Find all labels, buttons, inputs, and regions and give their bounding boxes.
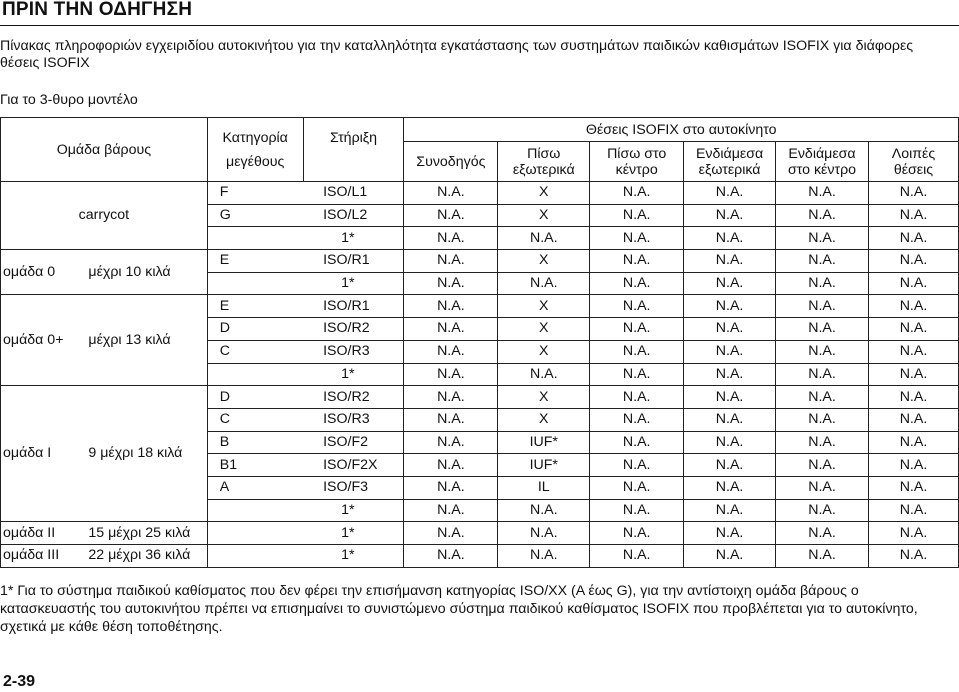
header-mid-center: Ενδιάμεσα στο κέντρο [776, 142, 869, 182]
position-value-cell: N.A. [776, 250, 869, 273]
fixture-cell: 1* [303, 522, 404, 545]
fixture-cell: ISO/R2 [303, 318, 404, 341]
position-value-cell: N.A. [404, 454, 498, 477]
size-category-cell: E [207, 295, 303, 318]
position-value-cell: N.A. [590, 227, 684, 250]
weight-range-cell: μέχρι 10 κιλά [80, 250, 207, 295]
title-divider [0, 25, 959, 26]
position-value-cell: N.A. [590, 476, 684, 499]
weight-range-cell: 15 μέχρι 25 κιλά [80, 522, 207, 545]
fixture-cell: 1* [303, 272, 404, 295]
position-value-cell: N.A. [404, 386, 498, 409]
size-category-cell: D [207, 386, 303, 409]
position-value-cell: N.A. [776, 340, 869, 363]
size-category-cell [207, 272, 303, 295]
position-value-cell: N.A. [684, 545, 776, 568]
position-value-cell: N.A. [684, 499, 776, 522]
position-value-cell: N.A. [776, 454, 869, 477]
fixture-cell: ISO/R1 [303, 250, 404, 273]
position-value-cell: N.A. [868, 204, 958, 227]
position-value-cell: IUF* [498, 454, 590, 477]
weight-range-cell: 9 μέχρι 18 κιλά [80, 386, 207, 522]
page-number: 2-39 [3, 673, 36, 690]
position-value-cell: N.A. [684, 318, 776, 341]
position-value-cell: N.A. [684, 408, 776, 431]
size-category-cell [207, 522, 303, 545]
position-value-cell: N.A. [404, 250, 498, 273]
position-value-cell: N.A. [404, 227, 498, 250]
fixture-cell: ISO/F2X [303, 454, 404, 477]
position-value-cell: N.A. [404, 204, 498, 227]
position-value-cell: X [498, 340, 590, 363]
position-value-cell: N.A. [590, 363, 684, 386]
size-category-cell: D [207, 318, 303, 341]
position-value-cell: N.A. [404, 318, 498, 341]
position-value-cell: N.A. [404, 476, 498, 499]
table-row [1, 522, 959, 545]
fixture-cell: ISO/R2 [303, 386, 404, 409]
fixture-cell: ISO/R3 [303, 408, 404, 431]
position-value-cell: N.A. [776, 227, 869, 250]
position-value-cell: N.A. [404, 522, 498, 545]
position-value-cell: N.A. [590, 454, 684, 477]
model-subheading: Για το 3-θυρο μοντέλο [0, 92, 138, 108]
position-value-cell: N.A. [776, 476, 869, 499]
position-value-cell: N.A. [404, 340, 498, 363]
weight-group-cell: ομάδα I [1, 386, 81, 522]
position-value-cell: N.A. [498, 227, 590, 250]
position-value-cell: N.A. [684, 182, 776, 205]
position-value-cell: N.A. [776, 386, 869, 409]
fixture-cell: 1* [303, 499, 404, 522]
size-category-cell: A [207, 476, 303, 499]
table-row [1, 250, 959, 273]
position-value-cell: N.A. [868, 454, 958, 477]
position-value-cell: N.A. [590, 250, 684, 273]
position-value-cell: N.A. [498, 499, 590, 522]
size-category-cell: C [207, 408, 303, 431]
position-value-cell: N.A. [498, 545, 590, 568]
fixture-cell: ISO/L2 [303, 204, 404, 227]
weight-group-cell: ομάδα 0+ [1, 295, 81, 386]
position-value-cell: N.A. [868, 340, 958, 363]
fixture-cell: ISO/L1 [303, 182, 404, 205]
position-value-cell: N.A. [684, 272, 776, 295]
position-value-cell: N.A. [868, 545, 958, 568]
position-value-cell: N.A. [868, 476, 958, 499]
position-value-cell: N.A. [868, 408, 958, 431]
page-title: ΠΡΙΝ ΤΗΝ ΟΔΗΓΗΣΗ [2, 0, 193, 20]
fixture-cell: 1* [303, 545, 404, 568]
position-value-cell: N.A. [590, 499, 684, 522]
position-value-cell: N.A. [684, 340, 776, 363]
position-value-cell: N.A. [684, 476, 776, 499]
position-value-cell: N.A. [868, 295, 958, 318]
weight-range-cell: 22 μέχρι 36 κιλά [80, 545, 207, 568]
position-value-cell: N.A. [590, 431, 684, 454]
weight-range-cell: μέχρι 13 κιλά [80, 295, 207, 386]
position-value-cell: N.A. [868, 386, 958, 409]
weight-group-cell: ομάδα III [1, 545, 81, 568]
footnote: 1* Για το σύστημα παιδικού καθίσματος που δεν φέρει την επισήμανση κατηγορίας ISO/XX (A έως G), για την αντίστοιχη ομάδα βάρους ο κατασκευαστής του αυτοκινήτου πρέπει να επισημαίνει το συνιστώμενο σύστημα παιδικού καθίσματος ISOFIX που προβλέπεται για το αυτοκίνητο, σχετικά με κάθε θέση τοποθέτησης. [0, 583, 918, 635]
position-value-cell: N.A. [776, 295, 869, 318]
position-value-cell: N.A. [404, 295, 498, 318]
position-value-cell: N.A. [590, 295, 684, 318]
position-value-cell: N.A. [590, 522, 684, 545]
size-category-cell: E [207, 250, 303, 273]
position-value-cell: N.A. [684, 250, 776, 273]
position-value-cell: X [498, 250, 590, 273]
position-value-cell: N.A. [498, 522, 590, 545]
position-value-cell: N.A. [776, 204, 869, 227]
table-row [1, 545, 959, 568]
table-row [1, 182, 959, 205]
position-value-cell: N.A. [776, 318, 869, 341]
position-value-cell: N.A. [404, 363, 498, 386]
position-value-cell: N.A. [404, 408, 498, 431]
size-category-cell: C [207, 340, 303, 363]
position-value-cell: N.A. [404, 499, 498, 522]
intro-text: Πίνακας πληροφοριών εγχειριδίου αυτοκινήτου για την καταλληλότητα εγκατάστασης των συστημάτων παιδικών καθισμάτων ISOFIX για διάφορες θέσεις ISOFIX [0, 38, 914, 71]
size-category-cell [207, 499, 303, 522]
header-mid-outer: Ενδιάμεσα εξωτερικά [684, 142, 776, 182]
position-value-cell: N.A. [684, 431, 776, 454]
position-value-cell: N.A. [590, 408, 684, 431]
position-value-cell: N.A. [684, 386, 776, 409]
position-value-cell: N.A. [868, 522, 958, 545]
table-row [1, 386, 959, 409]
position-value-cell: N.A. [590, 204, 684, 227]
size-category-cell: F [207, 182, 303, 205]
header-driver: Συνοδηγός [404, 142, 498, 182]
weight-group-cell: carrycot [1, 182, 208, 250]
weight-group-cell: ομάδα 0 [1, 250, 81, 295]
position-value-cell: N.A. [590, 182, 684, 205]
size-category-cell: G [207, 204, 303, 227]
position-value-cell: N.A. [590, 318, 684, 341]
position-value-cell: N.A. [776, 545, 869, 568]
position-value-cell: X [498, 295, 590, 318]
position-value-cell: N.A. [590, 272, 684, 295]
position-value-cell: N.A. [868, 363, 958, 386]
position-value-cell: N.A. [498, 272, 590, 295]
position-value-cell: N.A. [868, 182, 958, 205]
position-value-cell: IUF* [498, 431, 590, 454]
position-value-cell: N.A. [868, 272, 958, 295]
size-category-cell [207, 363, 303, 386]
size-category-cell: B [207, 431, 303, 454]
fixture-cell: ISO/R1 [303, 295, 404, 318]
position-value-cell: N.A. [776, 408, 869, 431]
position-value-cell: N.A. [776, 522, 869, 545]
position-value-cell: N.A. [498, 363, 590, 386]
position-value-cell: N.A. [684, 227, 776, 250]
position-value-cell: IL [498, 476, 590, 499]
position-value-cell: N.A. [684, 204, 776, 227]
position-value-cell: X [498, 318, 590, 341]
position-value-cell: N.A. [684, 295, 776, 318]
position-value-cell: X [498, 182, 590, 205]
weight-group-cell: ομάδα II [1, 522, 81, 545]
position-value-cell: X [498, 386, 590, 409]
header-weight-group: Ομάδα βάρους [1, 118, 208, 182]
header-rear-center: Πίσω στο κέντρο [590, 142, 684, 182]
position-value-cell: N.A. [590, 340, 684, 363]
size-category-cell: B1 [207, 454, 303, 477]
position-value-cell: X [498, 408, 590, 431]
position-value-cell: N.A. [590, 545, 684, 568]
header-other: Λοιπές θέσεις [868, 142, 958, 182]
header-size-category: Κατηγορία μεγέθους [207, 118, 303, 182]
position-value-cell: N.A. [776, 182, 869, 205]
position-value-cell: N.A. [590, 386, 684, 409]
position-value-cell: N.A. [776, 363, 869, 386]
fixture-cell: ISO/R3 [303, 340, 404, 363]
size-category-cell [207, 227, 303, 250]
header-rear-outer: Πίσω εξωτερικά [498, 142, 590, 182]
position-value-cell: N.A. [404, 431, 498, 454]
fixture-cell: ISO/F2 [303, 431, 404, 454]
isofix-table [0, 117, 959, 568]
header-fixture: Στήριξη [303, 118, 404, 182]
position-value-cell: N.A. [868, 227, 958, 250]
position-value-cell: N.A. [868, 499, 958, 522]
header-positions-title: Θέσεις ISOFIX στο αυτοκίνητο [404, 118, 959, 142]
position-value-cell: N.A. [776, 499, 869, 522]
position-value-cell: N.A. [684, 454, 776, 477]
size-category-cell [207, 545, 303, 568]
position-value-cell: N.A. [404, 545, 498, 568]
position-value-cell: N.A. [776, 431, 869, 454]
table-header-row [1, 118, 959, 142]
table-row [1, 295, 959, 318]
position-value-cell: N.A. [404, 182, 498, 205]
fixture-cell: ISO/F3 [303, 476, 404, 499]
fixture-cell: 1* [303, 227, 404, 250]
position-value-cell: N.A. [404, 272, 498, 295]
position-value-cell: N.A. [684, 363, 776, 386]
position-value-cell: N.A. [868, 318, 958, 341]
position-value-cell: X [498, 204, 590, 227]
position-value-cell: N.A. [684, 522, 776, 545]
position-value-cell: N.A. [868, 431, 958, 454]
fixture-cell: 1* [303, 363, 404, 386]
position-value-cell: N.A. [868, 250, 958, 273]
position-value-cell: N.A. [776, 272, 869, 295]
